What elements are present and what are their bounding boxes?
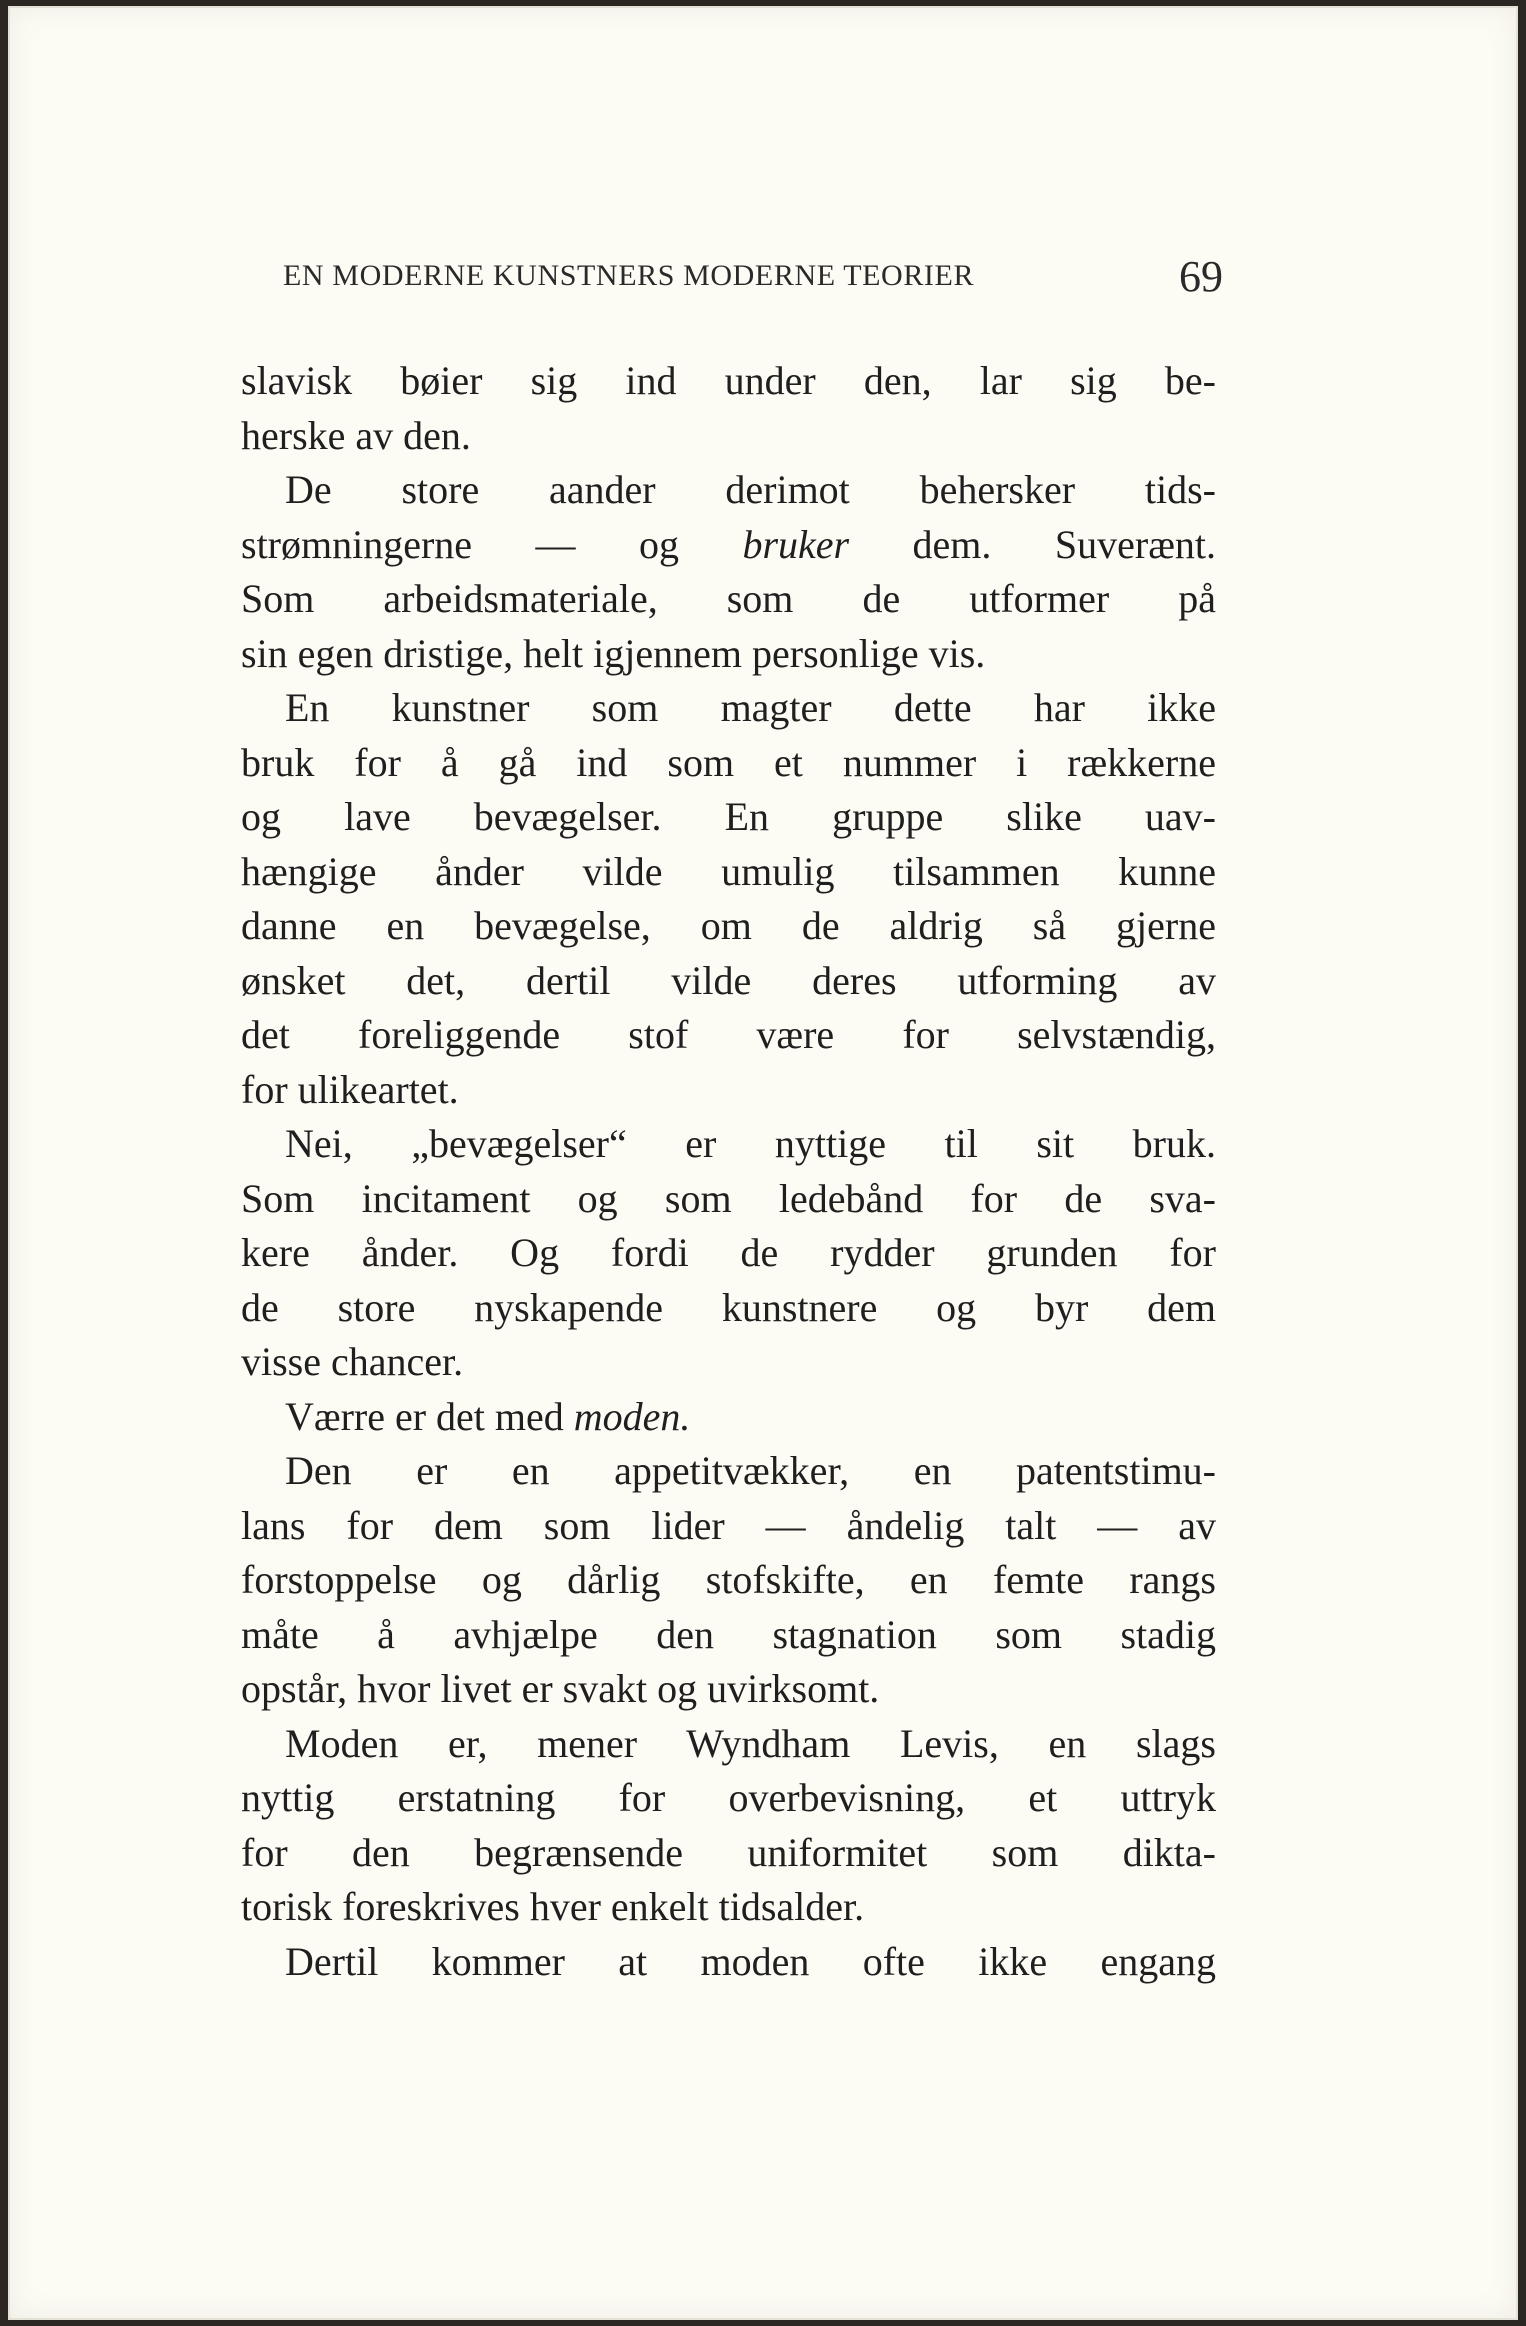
text-run: nyttig erstatning for overbevisning, et uttryk <box>241 1775 1216 1820</box>
text-line <box>241 572 1216 627</box>
text-line <box>241 1771 1216 1826</box>
text-run: Dertil kommer at moden ofte ikke engang <box>285 1938 1216 1984</box>
text-run: Moden er, mener Wyndham Levis, en slags <box>285 1720 1216 1766</box>
text-run: Den er en appetitvækker, en patentstimu- <box>285 1448 1216 1493</box>
text-run: De store aander derimot behersker tids- <box>285 467 1216 512</box>
text-line <box>241 1172 1216 1227</box>
text-run: herske av den. <box>241 412 471 458</box>
text-run: forstoppelse og dårlig stofskifte, en femte rangs <box>241 1557 1216 1602</box>
text-run: Værre er det med <box>285 1393 574 1439</box>
text-line <box>241 1226 1216 1281</box>
text-run: slavisk bøier sig ind under den, lar sig be- <box>241 358 1216 403</box>
text-line <box>241 627 1216 682</box>
text-line <box>241 1662 1216 1717</box>
text-line <box>241 1444 1216 1499</box>
text-run: dem. Suverænt. <box>849 521 1216 567</box>
text-run: En kunstner som magter dette har ikke <box>285 685 1216 730</box>
italic-text: bruker <box>742 521 850 567</box>
text-line <box>241 1117 1216 1172</box>
text-run: for den begrænsende uniformitet som dikta- <box>241 1829 1216 1875</box>
text-run: og lave bevægelser. En gruppe slike uav- <box>241 794 1216 839</box>
text-run: opstår, hvor livet er svakt og uvirksomt. <box>241 1666 880 1711</box>
text-line <box>241 845 1216 900</box>
text-line <box>241 518 1216 573</box>
text-line <box>241 1553 1216 1608</box>
text-line <box>241 790 1216 845</box>
text-line <box>241 1281 1216 1336</box>
text-run: danne en bevægelse, om de aldrig så gjerne <box>241 903 1216 948</box>
text-run: visse chancer. <box>241 1339 464 1384</box>
text-run: hængige ånder vilde umulig tilsammen kunne <box>241 848 1216 894</box>
text-run: de store nyskapende kunstnere og byr dem <box>241 1284 1216 1330</box>
text-run: bruk for å gå ind som et nummer i rækkerne <box>241 739 1216 785</box>
text-run: torisk foreskrives hver enkelt tidsalder. <box>241 1884 865 1929</box>
text-line <box>241 1935 1216 1990</box>
italic-text: moden. <box>573 1393 691 1439</box>
text-line <box>241 1499 1216 1554</box>
text-line <box>241 409 1216 464</box>
text-line <box>241 899 1216 954</box>
text-run: Som incitament og som ledebånd for de sva- <box>241 1175 1216 1221</box>
text-line <box>241 1608 1216 1663</box>
text-run: lans for dem som lider — åndelig talt — av <box>241 1502 1216 1548</box>
text-line <box>241 1335 1216 1390</box>
text-run: det foreliggende stof være for selvstændig, <box>241 1012 1216 1057</box>
text-run: kere ånder. Og fordi de rydder grunden for <box>241 1230 1216 1275</box>
text-line <box>241 736 1216 791</box>
text-line <box>241 463 1216 518</box>
page-number: 69 <box>1179 252 1223 301</box>
text-line <box>241 954 1216 1009</box>
text-line <box>241 354 1216 409</box>
text-line <box>241 1717 1216 1772</box>
text-line <box>241 1008 1216 1063</box>
text-line <box>241 1826 1216 1881</box>
text-line <box>241 681 1216 736</box>
book-page <box>8 6 1518 2320</box>
text-run: Nei, „bevægelser“ er nyttige til sit bruk. <box>285 1121 1216 1166</box>
text-run: Som arbeidsmateriale, som de utformer på <box>241 576 1216 621</box>
text-run: for ulikeartet. <box>241 1066 459 1112</box>
text-run: strømningerne — og <box>241 521 743 567</box>
text-run: sin egen dristige, helt igjennem personlige vis. <box>241 630 986 676</box>
text-line <box>241 1390 1216 1445</box>
running-head: EN MODERNE KUNSTNERS MODERNE TEORIER <box>283 259 975 292</box>
text-line <box>241 1063 1216 1118</box>
page-header <box>283 251 1223 301</box>
body-text <box>241 354 1216 1989</box>
text-line <box>241 1880 1216 1935</box>
text-run: ønsket det, dertil vilde deres utforming av <box>241 957 1216 1003</box>
text-run: måte å avhjælpe den stagnation som stadig <box>241 1611 1216 1657</box>
